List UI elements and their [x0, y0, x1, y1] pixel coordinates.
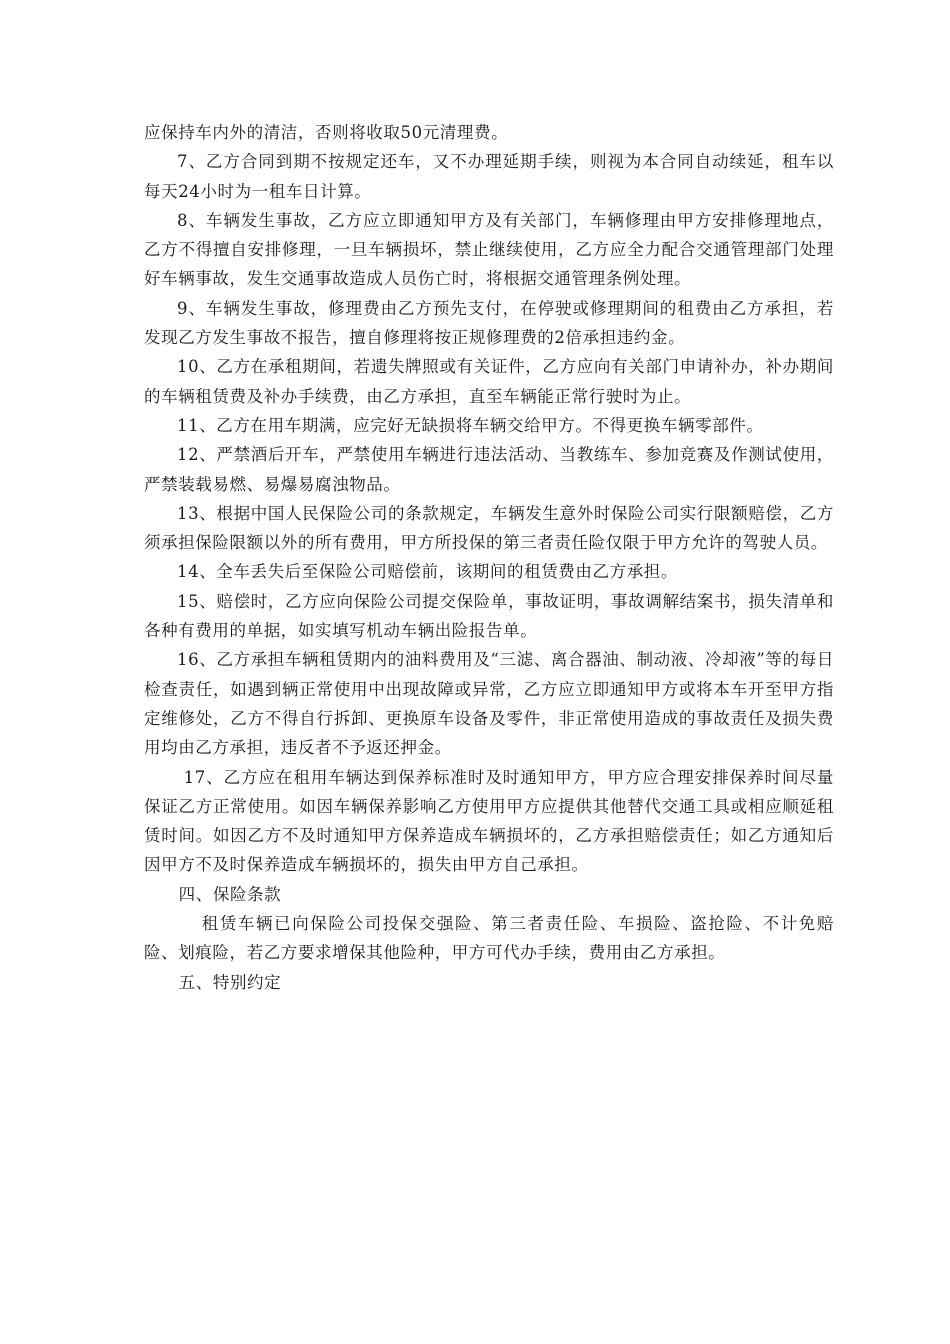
clause-8: 8、车辆发生事故，乙方应立即通知甲方及有关部门，车辆修理由甲方安排修理地点，乙方不得擅自安排修理，一旦车辆损坏，禁止继续使用，乙方应全力配合交通管理部门处理好车辆事故，发生交通事故造成人员伤亡时，将根据交通管理条例处理。 [144, 210, 834, 289]
clause-16: 16、乙方承担车辆租赁期内的油料费用及“三滤、离合器油、制动液、冷却液”等的每日检查责任，如遇到辆正常使用中出现故障或异常，乙方应立即通知甲方或将本车开至甲方指定维修处，乙方不得自行拆卸、更换原车设备及零件，非正常使用造成的事故责任及损失费用均由乙方承担，违反者不予返还押金。 [144, 650, 834, 758]
document-body [144, 118, 834, 997]
clause-13: 13、根据中国人民保险公司的条款规定，车辆发生意外时保险公司实行限额赔偿，乙方须承担保险限额以外的所有费用，甲方所投保的第三者责任险仅限于甲方允许的驾驶人员。 [144, 503, 834, 553]
clause-7: 7、乙方合同到期不按规定还车，又不办理延期手续，则视为本合同自动续延，租车以每天24小时为一租车日计算。 [144, 152, 834, 201]
clause-17: 17、乙方应在租用车辆达到保养标准时及时通知甲方，甲方应合理安排保养时间尽量保证乙方正常使用。如因车辆保养影响乙方使用甲方应提供其他替代交通工具或相应顺延租赁时间。如因乙方不及时通知甲方保养造成车辆损坏的，乙方承担赔偿责任；如乙方通知后因甲方不及时保养造成车辆损坏的，损失由甲方自己承担。 [144, 767, 834, 875]
section-heading-special-agreement: 五、特别约定 [178, 972, 282, 992]
clause-9: 9、车辆发生事故，修理费由乙方预先支付，在停驶或修理期间的租费由乙方承担，若发现乙方发生事故不报告，擅自修理将按正规修理费的2倍承担违约金。 [144, 298, 834, 348]
clause-15: 15、赔偿时，乙方应向保险公司提交保险单，事故证明，事故调解结案书，损失清单和各种有费用的单据，如实填写机动车辆出险报告单。 [144, 591, 834, 641]
section-heading-insurance: 四、保险条款 [178, 884, 282, 904]
clause-10: 10、乙方在承租期间，若遗失牌照或有关证件，乙方应向有关部门申请补办，补办期间的车辆租赁费及补办手续费，由乙方承担，直至车辆能正常行驶时为止。 [144, 357, 834, 406]
clause-14: 14、全车丢失后至保险公司赔偿前，该期间的租赁费由乙方承担。 [177, 562, 678, 582]
paragraph-cleaning-fee: 应保持车内外的清洁，否则将收取50元清理费。 [144, 123, 509, 142]
clause-11: 11、乙方在用车期满，应完好无缺损将车辆交给甲方。不得更换车辆零部件。 [177, 415, 764, 435]
clause-12: 12、严禁酒后开车，严禁使用车辆进行违法活动、当教练车、参加竞赛及作测试使用，严禁装载易燃、易爆易腐浊物品。 [144, 445, 834, 494]
insurance-terms-paragraph: 租赁车辆已向保险公司投保交强险、第三者责任险、车损险、盗抢险、不计免赔险、划痕险，若乙方要求增保其他险种，甲方可代办手续，费用由乙方承担。 [144, 914, 834, 963]
